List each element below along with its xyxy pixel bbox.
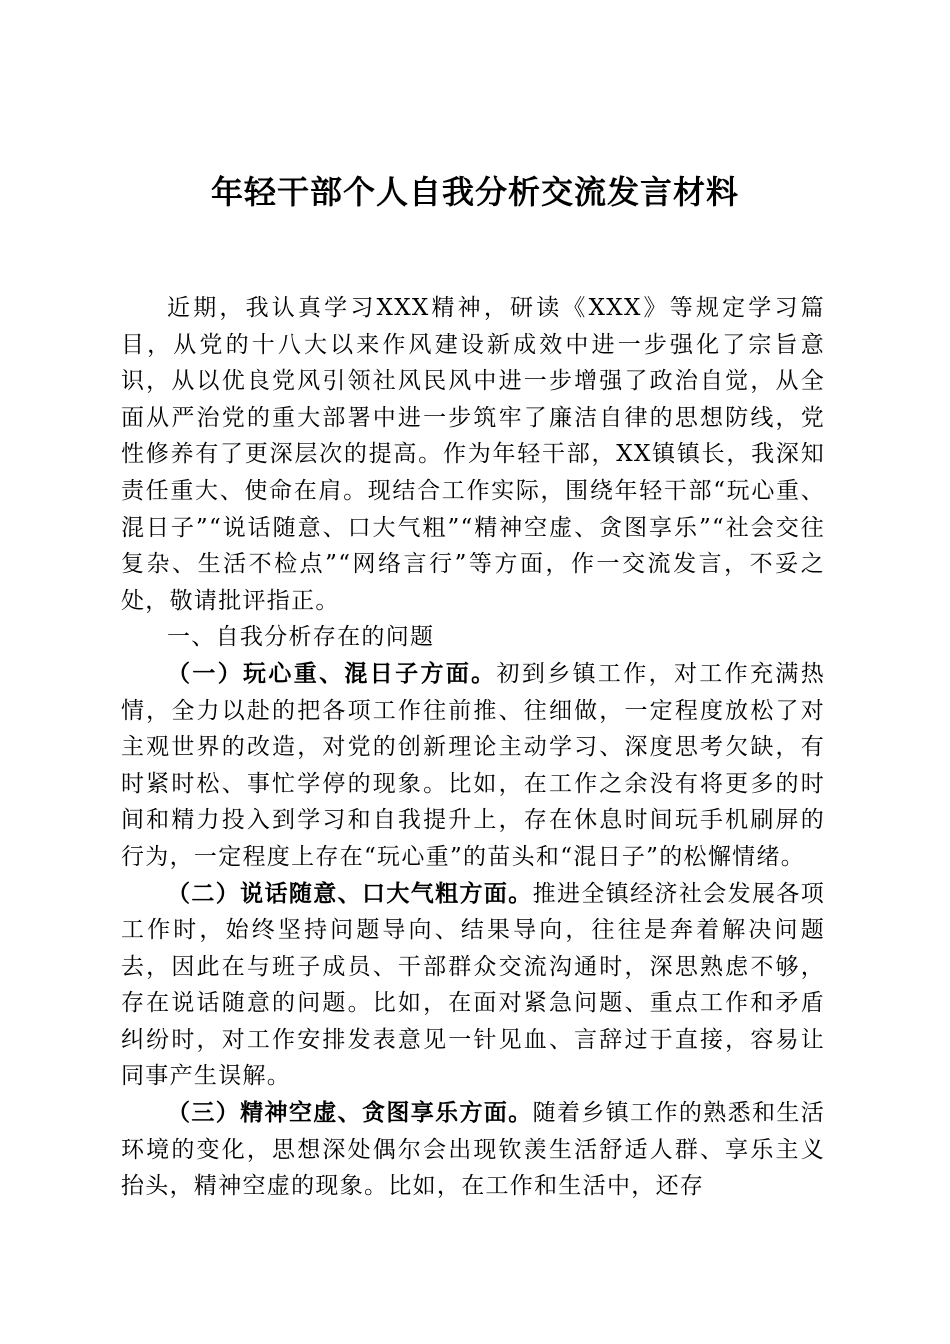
- paragraph-lead: （三）精神空虚、贪图享乐方面。: [167, 1099, 533, 1127]
- paragraph-text: 初到乡镇工作，对工作充满热情，全力以赴的把各项工作往前推、往细做，一定程度放松了对主观世界的改造，对党的创新理论主动学习、深度思考欠缺，有时紧时松、事忙学停的现象。比如，在工作之余没有将更多的时间和精力投入到学习和自我提升上，存在休息时间玩手机刷屏的行为，一定程度上存在“玩心重”的苗头和“混日子”的松懈情绪。: [121, 660, 826, 870]
- problem-paragraph-2: [121, 876, 825, 1096]
- section-heading: 一、自我分析存在的问题: [167, 624, 435, 651]
- paragraph-lead: （一）玩心重、混日子方面。: [167, 659, 497, 687]
- problem-paragraph-1: [121, 656, 825, 876]
- problem-paragraph-3: [121, 1095, 825, 1205]
- intro-paragraph: 近期，我认真学习XXX精神，研读《XXX》等规定学习篇目，从党的十八大以来作风建设新成效中进一步强化了宗旨意识，从以优良党风引领社风民风中进一步增强了政治自觉，从全面从严治党的重大部署中进一步筑牢了廉洁自律的思想防线，党性修养有了更深层次的提高。作为年轻干部，XX镇镇长，我深知责任重大、使命在肩。现结合工作实际，围绕年轻干部“玩心重、混日子”“说话随意、口大气粗”“精神空虚、贪图享乐”“社会交往复杂、生活不检点”“网络言行”等方面，作一交流发言，不妥之处，敬请批评指正。: [121, 295, 825, 614]
- paragraph-text: 随着乡镇工作的熟悉和生活环境的变化，思想深处偶尔会出现钦羡生活舒适人群、享乐主义抬头，精神空虚的现象。比如，在工作和生活中，还存: [121, 1100, 825, 1200]
- paragraph-lead: （二）说话随意、口大气粗方面。: [167, 879, 533, 907]
- document-body: [121, 290, 825, 1205]
- document-title: 年轻干部个人自我分析交流发言材料: [210, 173, 739, 211]
- paragraph-text: 推进全镇经济社会发展各项工作时，始终坚持问题导向、结果导向，往往是奔着解决问题去，因此在与班子成员、干部群众交流沟通时，深思熟虑不够，存在说话随意的问题。比如，在面对紧急问题、重点工作和矛盾纠纷时，对工作安排发表意见一针见血、言辞过于直接，容易让同事产生误解。: [121, 880, 825, 1090]
